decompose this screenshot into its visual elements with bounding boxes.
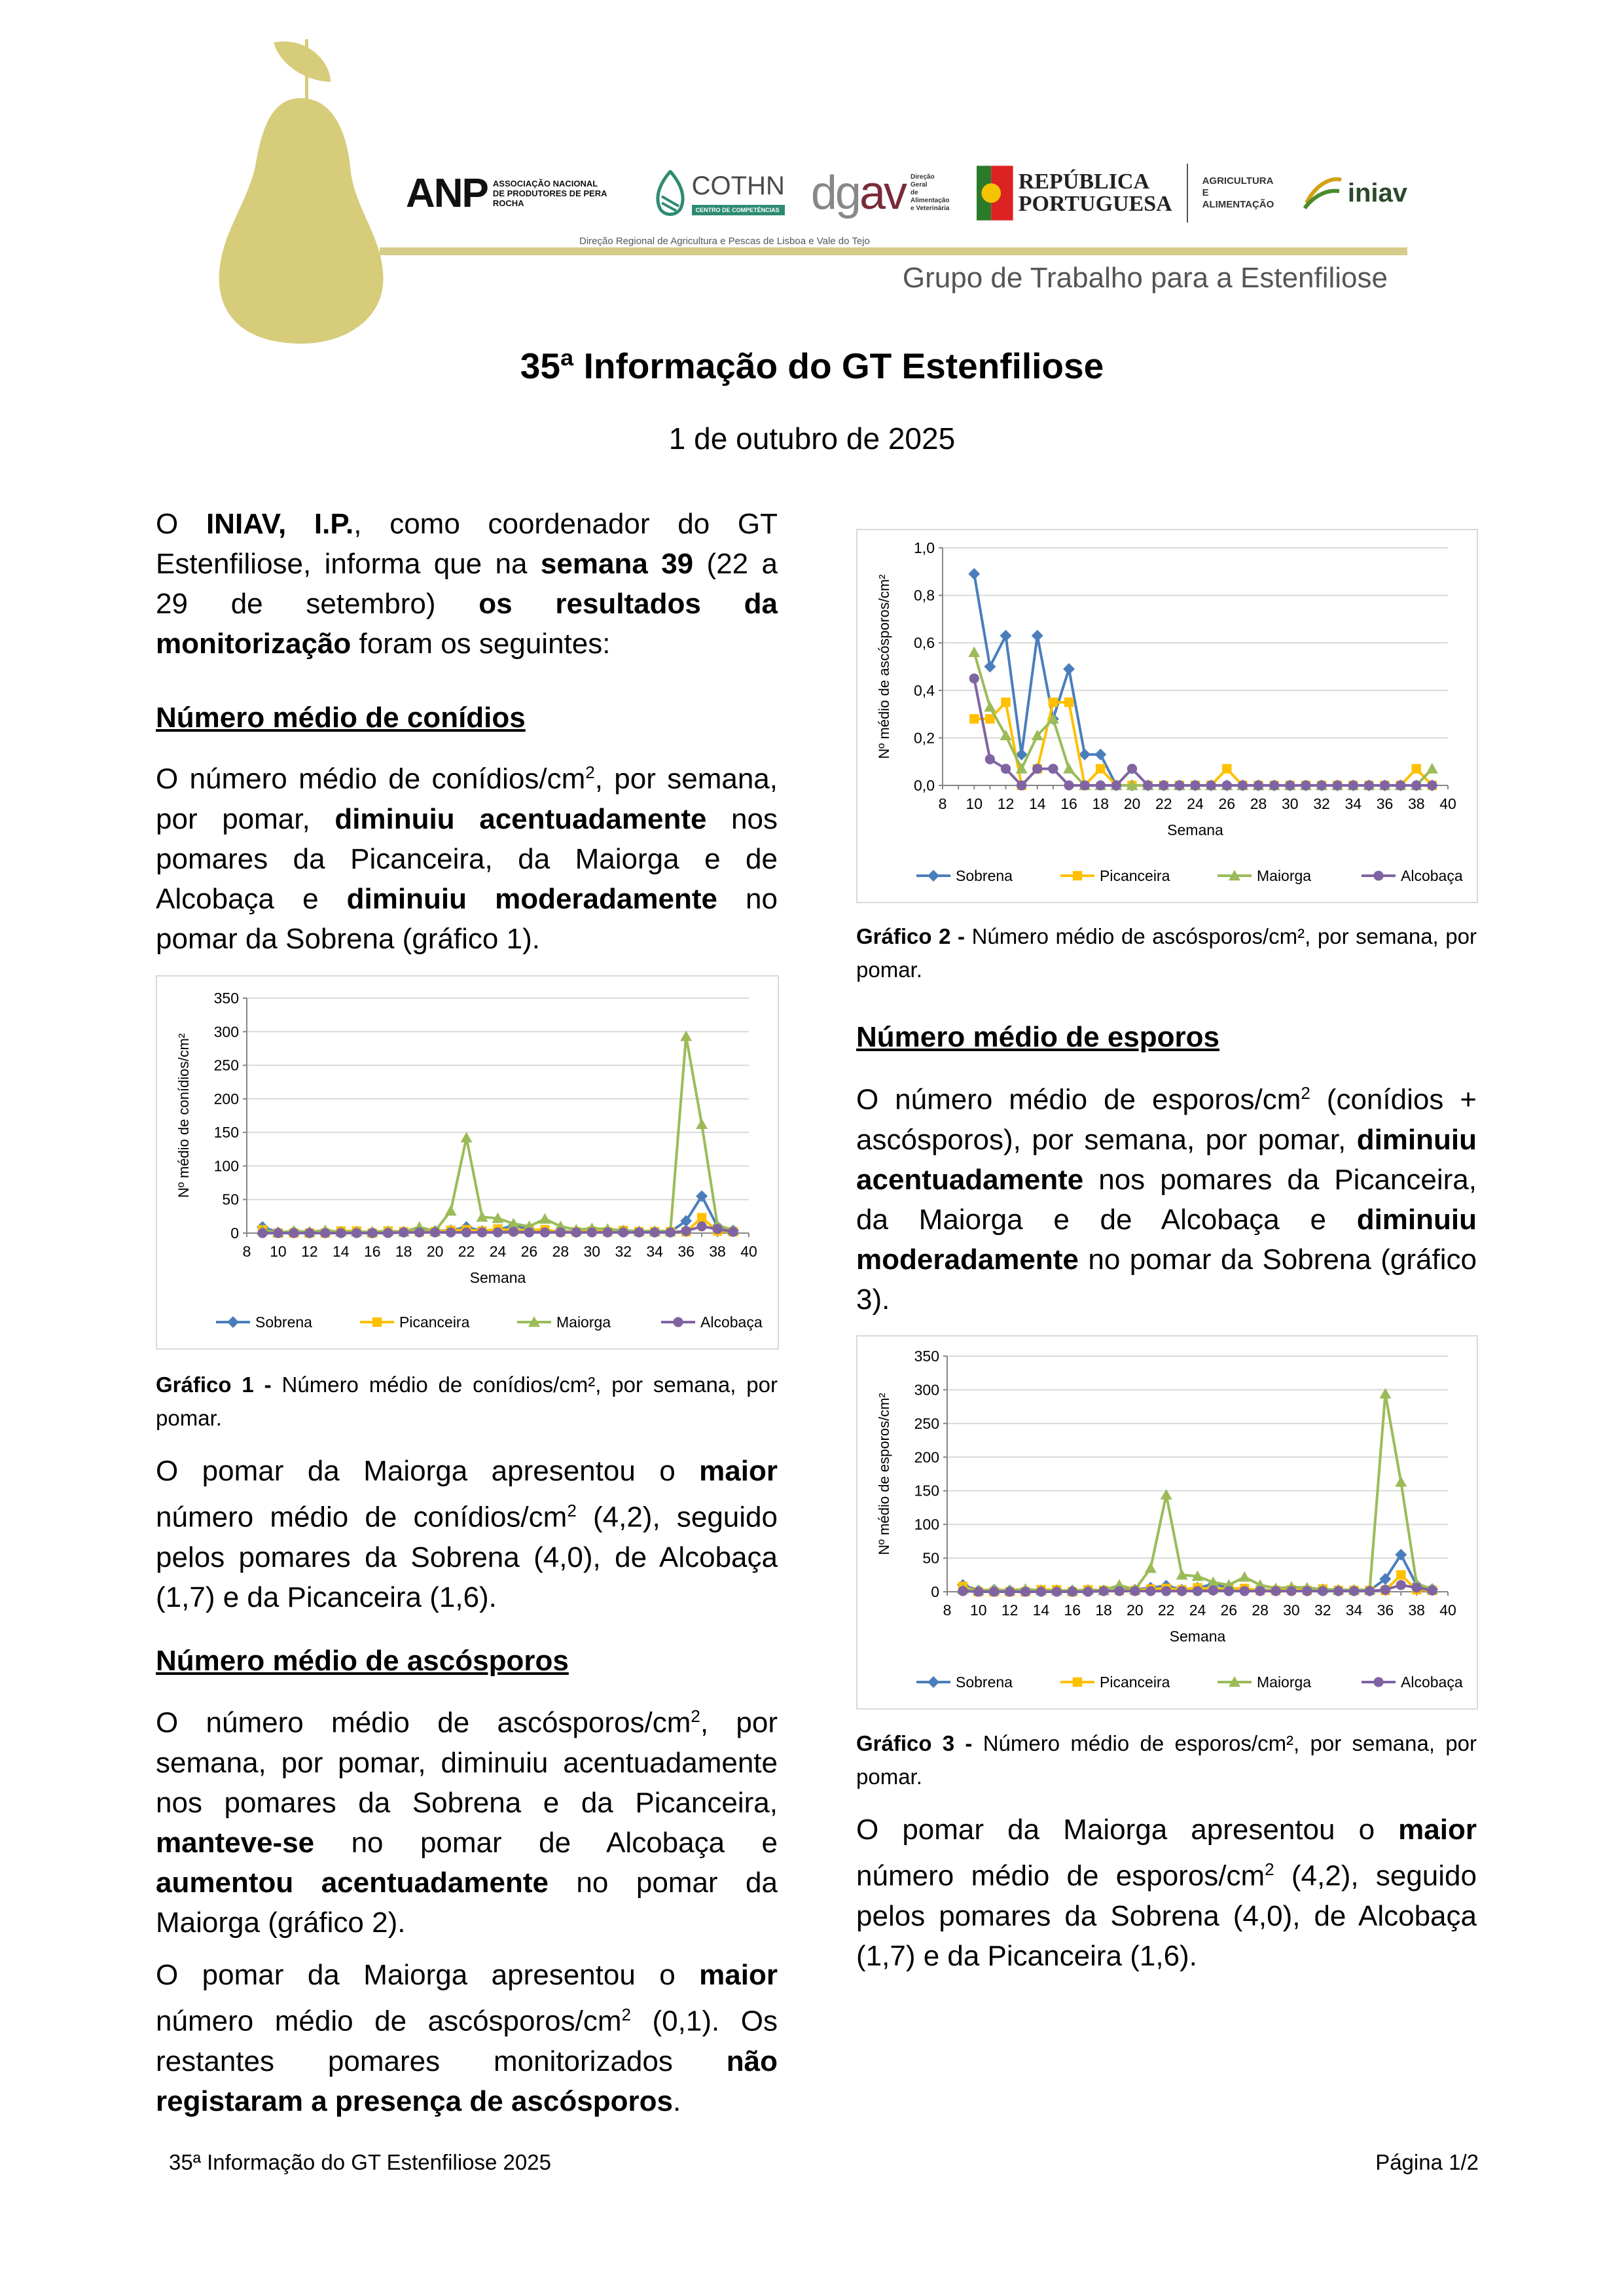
- anp-logo: [406, 170, 628, 217]
- svg-text:14: 14: [1028, 795, 1046, 812]
- heading-ascosporos: Número médio de ascósporos: [156, 1645, 569, 1677]
- svg-text:0: 0: [230, 1225, 239, 1242]
- svg-text:150: 150: [914, 1482, 939, 1499]
- svg-text:14: 14: [1032, 1602, 1050, 1619]
- caption-grafico-2: Gráfico 2 - Número médio de ascósporos/cm², por semana, por pomar.: [856, 924, 1477, 982]
- esporos-result-paragraph: O pomar da Maiorga apresentou o maior número médio de esporos/$cm^2$ (4,2), seguido pelos pomares da Sobrena (4,0), de Alcobaça (1,7) e da Picanceira (1,6).: [856, 1814, 1477, 1972]
- svg-text:18: 18: [1092, 795, 1110, 812]
- svg-text:Maiorga: Maiorga: [1257, 867, 1312, 884]
- ascosporos-result-paragraph: O pomar da Maiorga apresentou o maior número médio de ascósporos/$cm^2$ (0,1). Os restantes pomares monitorizados não registaram a presença de ascósporos.: [156, 1959, 778, 2117]
- svg-text:Sobrena: Sobrena: [956, 867, 1013, 884]
- svg-text:Sobrena: Sobrena: [956, 1674, 1013, 1691]
- svg-text:Nº médio de conídios/cm²: Nº médio de conídios/cm²: [175, 1033, 192, 1198]
- svg-text:Nº médio de esporos/cm²: Nº médio de esporos/cm²: [876, 1393, 892, 1555]
- republica-portuguesa-logo: [977, 164, 1277, 223]
- pear-logo-icon: [216, 36, 406, 344]
- svg-text:8: 8: [242, 1243, 251, 1260]
- svg-text:10: 10: [970, 1602, 987, 1619]
- cothn-logo: [654, 170, 785, 216]
- cothn-bar: CENTRO DE COMPETÊNCIAS: [692, 205, 785, 215]
- anp-sub-1: ASSOCIAÇÃO NACIONAL: [492, 178, 598, 188]
- svg-text:28: 28: [1250, 795, 1267, 812]
- svg-text:32: 32: [1313, 795, 1330, 812]
- cothn-leaf-icon: [654, 170, 687, 216]
- svg-text:30: 30: [1281, 795, 1299, 812]
- svg-text:Picanceira: Picanceira: [1100, 867, 1170, 884]
- dgav-sub-3: e Veterinária: [911, 205, 950, 212]
- svg-text:0,0: 0,0: [914, 777, 935, 794]
- anp-mark: ANP: [406, 170, 488, 216]
- header-divider: [380, 247, 1407, 255]
- svg-text:100: 100: [914, 1516, 939, 1534]
- anp-sub-2: DE PRODUTORES DE PERA ROCHA: [492, 188, 607, 208]
- page-header: [216, 36, 1407, 344]
- caption-grafico-3: Gráfico 3 - Número médio de esporos/cm², por semana, por pomar.: [856, 1731, 1477, 1789]
- dgav-sub-2: de Alimentação: [911, 189, 950, 204]
- ministry-line-1: AGRICULTURA: [1202, 175, 1274, 187]
- document-title: 35ª Informação do GT Estenfiliose: [520, 346, 1104, 386]
- republica-line-2: PORTUGUESA: [1018, 192, 1172, 216]
- partner-logos: [406, 147, 1407, 239]
- footer-page-number: Página 1/2: [1375, 2150, 1479, 2174]
- svg-text:24: 24: [489, 1243, 507, 1260]
- svg-text:36: 36: [1377, 1602, 1394, 1619]
- svg-text:300: 300: [213, 1023, 239, 1041]
- svg-text:34: 34: [1345, 1602, 1363, 1619]
- svg-text:26: 26: [1220, 1602, 1238, 1619]
- svg-text:150: 150: [213, 1124, 239, 1141]
- intro-paragraph: O INIAV, I.P., como coordenador do GT Estenfiliose, informa que na semana 39 (22 a 29 de setembro) os resultados da monitorização foram os seguintes:: [156, 508, 778, 660]
- footer-left: 35ª Informação do GT Estenfiliose 2025: [169, 2150, 551, 2174]
- svg-text:32: 32: [615, 1243, 632, 1260]
- chart-grafico-2-plot: [857, 530, 1477, 902]
- svg-text:34: 34: [646, 1243, 663, 1260]
- svg-text:28: 28: [552, 1243, 569, 1260]
- conidios-result-paragraph: O pomar da Maiorga apresentou o maior número médio de conídios/$cm^2$ (4,2), seguido pelos pomares da Sobrena (4,0), de Alcobaça (1,7) e da Picanceira (1,6).: [156, 1455, 778, 1613]
- svg-text:0: 0: [931, 1583, 939, 1600]
- svg-text:Nº médio de ascósporos/cm²: Nº médio de ascósporos/cm²: [876, 574, 892, 759]
- svg-text:350: 350: [213, 990, 239, 1007]
- svg-text:Maiorga: Maiorga: [556, 1314, 611, 1331]
- svg-text:20: 20: [1127, 1602, 1144, 1619]
- svg-text:26: 26: [520, 1243, 538, 1260]
- chart-grafico-1: [156, 975, 779, 1350]
- svg-text:10: 10: [965, 795, 983, 812]
- document-date: 1 de outubro de 2025: [668, 422, 956, 456]
- chart-grafico-1-plot: [157, 977, 778, 1348]
- svg-text:20: 20: [1123, 795, 1141, 812]
- svg-text:200: 200: [213, 1090, 239, 1107]
- chart-grafico-3: [856, 1335, 1478, 1710]
- svg-text:8: 8: [938, 795, 947, 812]
- svg-text:Semana: Semana: [1167, 821, 1223, 838]
- svg-text:50: 50: [922, 1549, 939, 1567]
- svg-text:20: 20: [426, 1243, 444, 1260]
- svg-text:250: 250: [213, 1056, 239, 1074]
- svg-text:32: 32: [1314, 1602, 1331, 1619]
- svg-text:30: 30: [583, 1243, 601, 1260]
- dgav-sub-1: Direção Geral: [911, 173, 935, 188]
- svg-text:200: 200: [914, 1448, 939, 1466]
- svg-text:50: 50: [222, 1191, 239, 1208]
- ascosporos-paragraph: O número médio de ascósporos/$cm^2$, por semana, por pomar, diminuiu acentuadamente nos pomares da Sobrena e da Picanceira, manteve-se no pomar de Alcobaça e aumentou acentuadamente no pomar da Maiorga (gráfico 2).: [156, 1706, 778, 1939]
- svg-text:Picanceira: Picanceira: [1100, 1674, 1170, 1691]
- heading-esporos: Número médio de esporos: [856, 1021, 1220, 1053]
- svg-text:40: 40: [740, 1243, 757, 1260]
- svg-text:16: 16: [1064, 1602, 1081, 1619]
- caption-grafico-1: Gráfico 1 - Número médio de conídios/cm², por semana, por pomar.: [156, 1372, 778, 1430]
- svg-text:30: 30: [1283, 1602, 1300, 1619]
- iniav-name: iniav: [1347, 178, 1407, 207]
- svg-text:12: 12: [301, 1243, 318, 1260]
- svg-text:Semana: Semana: [1169, 1628, 1226, 1645]
- svg-text:Maiorga: Maiorga: [1257, 1674, 1312, 1691]
- chart-grafico-2: [856, 529, 1478, 903]
- group-name: Grupo de Trabalho para a Estenfiliose: [902, 262, 1388, 294]
- heading-conidios: Número médio de conídios: [156, 702, 526, 734]
- svg-text:300: 300: [914, 1381, 939, 1399]
- svg-text:16: 16: [1060, 795, 1077, 812]
- svg-text:0,8: 0,8: [914, 586, 935, 604]
- conidios-paragraph: O número médio de conídios/$cm^2$, por semana, por pomar, diminuiu acentuadamente nos pomares da Picanceira, da Maiorga e de Alcobaça e diminuiu moderadamente no pomar da Sobrena (gráfico 1).: [156, 762, 778, 955]
- svg-text:10: 10: [270, 1243, 287, 1260]
- svg-text:38: 38: [709, 1243, 726, 1260]
- svg-text:40: 40: [1439, 795, 1456, 812]
- svg-text:22: 22: [1155, 795, 1172, 812]
- svg-text:100: 100: [213, 1157, 239, 1175]
- esporos-paragraph: O número médio de esporos/$cm^2$ (conídios + ascósporos), por semana, por pomar, diminuiu acentuadamente nos pomares da Picanceira, da Maiorga e de Alcobaça e diminuiu moderadamente no pomar da Sobrena (gráfico 3).: [856, 1083, 1477, 1316]
- svg-text:1,0: 1,0: [914, 539, 935, 556]
- svg-text:Alcobaça: Alcobaça: [1401, 867, 1463, 884]
- dgav-name-b: av: [859, 167, 905, 219]
- cothn-name: COTHN: [691, 171, 785, 200]
- svg-text:24: 24: [1189, 1602, 1206, 1619]
- svg-text:22: 22: [1157, 1602, 1175, 1619]
- svg-text:40: 40: [1439, 1602, 1456, 1619]
- svg-text:34: 34: [1344, 795, 1362, 812]
- svg-text:Sobrena: Sobrena: [255, 1314, 312, 1331]
- svg-text:14: 14: [333, 1243, 350, 1260]
- svg-text:24: 24: [1187, 795, 1204, 812]
- dgav-logo: [811, 166, 950, 220]
- svg-text:18: 18: [1095, 1602, 1112, 1619]
- svg-text:12: 12: [1001, 1602, 1019, 1619]
- svg-text:8: 8: [943, 1602, 952, 1619]
- republica-line-1: REPÚBLICA: [1018, 170, 1150, 194]
- svg-text:0,2: 0,2: [914, 729, 935, 747]
- dgav-name-a: dg: [810, 167, 859, 219]
- svg-text:28: 28: [1252, 1602, 1269, 1619]
- ministry-line-2: E ALIMENTAÇÃO: [1202, 187, 1274, 210]
- logo-separator: [1187, 164, 1188, 223]
- iniav-swoosh-icon: [1303, 170, 1343, 216]
- svg-text:16: 16: [363, 1243, 381, 1260]
- svg-text:350: 350: [914, 1348, 939, 1365]
- svg-text:Semana: Semana: [469, 1269, 526, 1286]
- svg-text:12: 12: [997, 795, 1015, 812]
- svg-text:0,6: 0,6: [914, 634, 935, 652]
- svg-text:26: 26: [1218, 795, 1236, 812]
- svg-text:Alcobaça: Alcobaça: [1401, 1674, 1463, 1691]
- iniav-logo: [1303, 170, 1407, 216]
- svg-text:Alcobaça: Alcobaça: [700, 1314, 763, 1331]
- direcao-regional-text: Direção Regional de Agricultura e Pescas de Lisboa e Vale do Tejo: [579, 236, 870, 247]
- portuguese-flag-icon: [977, 164, 1013, 223]
- svg-text:0,4: 0,4: [914, 681, 935, 699]
- chart-grafico-3-plot: [857, 1336, 1477, 1708]
- svg-text:36: 36: [677, 1243, 695, 1260]
- svg-text:Picanceira: Picanceira: [399, 1314, 470, 1331]
- svg-text:18: 18: [395, 1243, 412, 1260]
- svg-text:38: 38: [1407, 795, 1425, 812]
- svg-text:22: 22: [458, 1243, 475, 1260]
- svg-text:36: 36: [1376, 795, 1394, 812]
- svg-text:38: 38: [1408, 1602, 1425, 1619]
- svg-text:250: 250: [914, 1414, 939, 1432]
